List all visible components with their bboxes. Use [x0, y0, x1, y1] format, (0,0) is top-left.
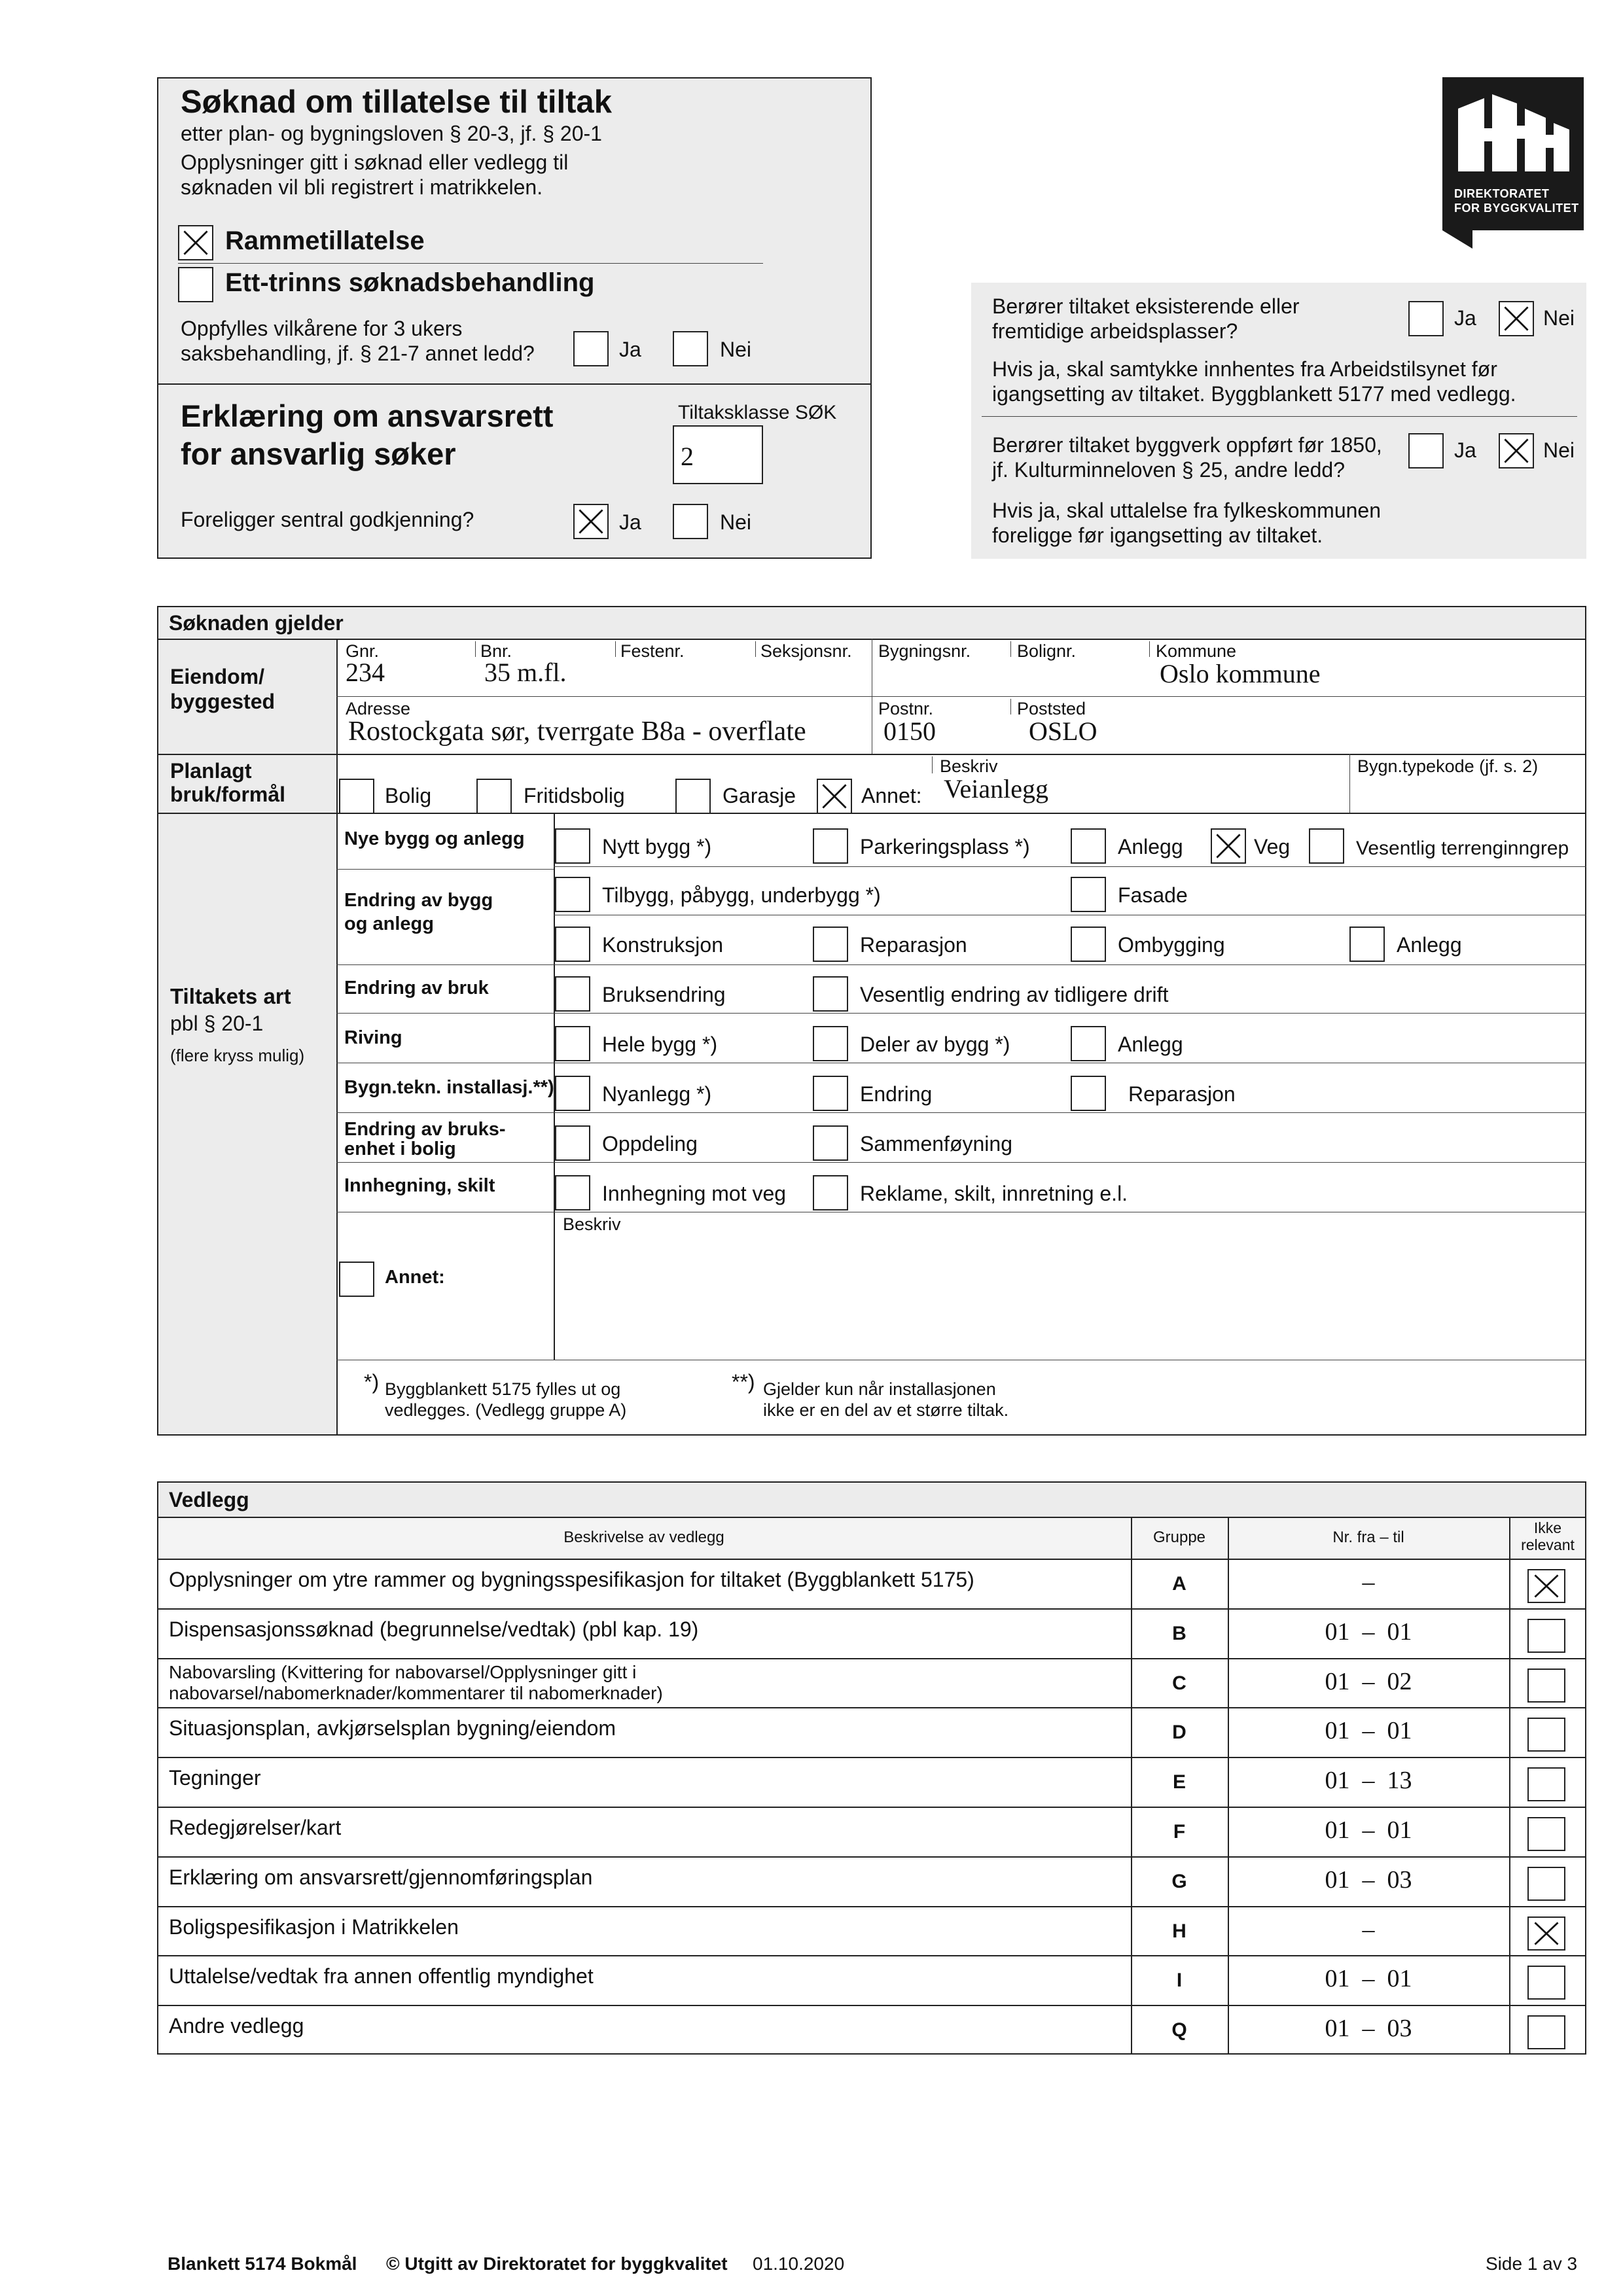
- ikke-relevant-checkbox[interactable]: [1527, 1817, 1565, 1851]
- check-x-icon: [179, 226, 212, 259]
- declaration-title-1: Erklæring om ansvarsrett: [181, 398, 554, 433]
- ikke-relevant-checkbox[interactable]: [1527, 1966, 1565, 2000]
- table-row: [157, 1757, 1586, 1807]
- beskriv-value[interactable]: Veianlegg: [944, 774, 1048, 804]
- arbeidsplasser-nei-checkbox[interactable]: [1499, 301, 1534, 336]
- dibk-logo: [1442, 77, 1584, 247]
- arbeidsplasser-question-1: Berører tiltaket eksisterende eller: [992, 294, 1300, 318]
- vedlegg-nr[interactable]: 01 – 01: [1325, 1965, 1412, 1992]
- ikke-relevant-checkbox[interactable]: [1527, 1619, 1565, 1653]
- vedlegg-gruppe: Q: [1171, 2019, 1187, 2041]
- konstruksjon-checkbox[interactable]: [555, 927, 590, 962]
- vedlegg-desc: Situasjonsplan, avkjørselsplan bygning/eiendom: [169, 1716, 616, 1740]
- vesentlig-endring-checkbox[interactable]: [813, 976, 848, 1012]
- bnr-label: Bnr.: [480, 641, 512, 661]
- endring-installasjon-checkbox[interactable]: [813, 1076, 848, 1111]
- table-row: [157, 1906, 1586, 1956]
- reparasjon-bygg-label: Reparasjon: [860, 933, 967, 957]
- bygningsnr-label: Bygningsnr.: [878, 641, 971, 661]
- ikke-relevant-checkbox[interactable]: [1527, 1916, 1565, 1951]
- postnr-value[interactable]: 0150: [883, 716, 936, 746]
- gnr-label: Gnr.: [346, 641, 380, 661]
- nyanlegg-checkbox[interactable]: [555, 1076, 590, 1111]
- check-x-icon: [1500, 434, 1533, 467]
- oppdeling-label: Oppdeling: [602, 1132, 698, 1156]
- col-ikke-2: relevant: [1521, 1536, 1575, 1553]
- rammetillatelse-checkbox[interactable]: [178, 225, 213, 260]
- adresse-label: Adresse: [346, 699, 411, 718]
- check-x-icon: [1529, 1570, 1564, 1602]
- ombygging-checkbox[interactable]: [1071, 927, 1106, 962]
- ikke-relevant-checkbox[interactable]: [1527, 1569, 1565, 1603]
- nytt-bygg-checkbox[interactable]: [555, 828, 590, 864]
- hele-bygg-label: Hele bygg *): [602, 1033, 718, 1056]
- kulturminne-nei-label: Nei: [1543, 438, 1575, 462]
- ikke-relevant-checkbox[interactable]: [1527, 1867, 1565, 1901]
- oppdeling-checkbox[interactable]: [555, 1125, 590, 1161]
- three-weeks-nei-label: Nei: [720, 338, 752, 361]
- col-gruppe: Gruppe: [1152, 1528, 1206, 1546]
- bnr-value[interactable]: 35 m.fl.: [484, 658, 567, 687]
- vedlegg-desc: Dispensasjonssøknad (begrunnelse/vedtak) (pbl kap. 19): [169, 1617, 699, 1641]
- anlegg-nytt-checkbox[interactable]: [1071, 828, 1106, 864]
- tiltaksklasse-field[interactable]: [673, 425, 763, 484]
- footer-utgitt: © Utgitt av Direktoratet for byggkvalitet: [386, 2253, 728, 2274]
- matrikkel-note-1: Opplysninger gitt i søknad eller vedlegg til: [181, 150, 569, 174]
- logo-text-1: DIREKTORATET: [1454, 187, 1550, 200]
- garasje-label: Garasje: [722, 784, 796, 807]
- tiltak-label-2: pbl § 20-1: [170, 1012, 264, 1035]
- col-ikke-1: Ikke: [1533, 1519, 1562, 1536]
- arbeidsplasser-ja-checkbox[interactable]: [1408, 301, 1444, 336]
- arbeidstilsynet-note-1: Hvis ja, skal samtykke innhentes fra Arbeidstilsynet før: [992, 357, 1497, 381]
- reparasjon-bygg-checkbox[interactable]: [813, 927, 848, 962]
- row-endring-bruk: Endring av bruk: [344, 978, 489, 998]
- innhegning-checkbox[interactable]: [555, 1175, 590, 1210]
- annet-tiltak-checkbox[interactable]: [339, 1262, 374, 1297]
- bruksendring-checkbox[interactable]: [555, 976, 590, 1012]
- garasje-checkbox[interactable]: [675, 779, 711, 814]
- declaration-title-2: for ansvarlig søker: [181, 436, 456, 471]
- anlegg-endring-checkbox[interactable]: [1349, 927, 1385, 962]
- check-x-icon: [1500, 302, 1533, 335]
- vedlegg-nr[interactable]: 01 – 01: [1325, 1717, 1412, 1744]
- poststed-label: Poststed: [1017, 699, 1086, 718]
- bolig-label: Bolig: [385, 784, 432, 807]
- sammenfoyning-checkbox[interactable]: [813, 1125, 848, 1161]
- ett-trinns-checkbox[interactable]: [178, 267, 213, 302]
- vedlegg-desc: Tegninger: [169, 1766, 261, 1790]
- veg-checkbox[interactable]: [1211, 828, 1246, 864]
- arbeidsplasser-question-2: fremtidige arbeidsplasser?: [992, 319, 1238, 343]
- innhegning-label: Innhegning mot veg: [602, 1182, 787, 1205]
- kommune-value[interactable]: Oslo kommune: [1160, 659, 1321, 688]
- table-row: [157, 1856, 1586, 1906]
- terreng-checkbox[interactable]: [1309, 828, 1344, 864]
- vedlegg-desc: Erklæring om ansvarsrett/gjennomføringsplan: [169, 1865, 593, 1889]
- vedlegg-gruppe: B: [1172, 1623, 1186, 1644]
- poststed-value[interactable]: OSLO: [1029, 716, 1097, 746]
- row-innhegning: Innhegning, skilt: [344, 1175, 495, 1196]
- sentral-ja-checkbox[interactable]: [573, 504, 609, 539]
- footnote-1-line1: Byggblankett 5175 fylles ut og: [385, 1379, 621, 1399]
- row-bygntekn: Bygn.tekn. installasj.**): [344, 1077, 554, 1098]
- arbeidstilsynet-note-2: igangsetting av tiltaket. Byggblankett 5177 med vedlegg.: [992, 382, 1516, 406]
- logo-mark-icon: [1454, 89, 1572, 174]
- vedlegg-nr[interactable]: 01 – 13: [1325, 1767, 1412, 1794]
- vedlegg-gruppe: C: [1172, 1672, 1186, 1694]
- soknad-title: Søknaden gjelder: [169, 611, 344, 635]
- table-row: [157, 2005, 1586, 2055]
- fasade-label: Fasade: [1118, 883, 1188, 907]
- ikke-relevant-checkbox[interactable]: [1527, 1718, 1565, 1752]
- sentral-ja-label: Ja: [619, 510, 641, 534]
- tiltak-label-3: (flere kryss mulig): [170, 1046, 305, 1065]
- vedlegg-desc: Redegjørelser/kart: [169, 1816, 342, 1839]
- tiltaksklasse-label: Tiltaksklasse SØK: [678, 402, 837, 423]
- parkeringsplass-checkbox[interactable]: [813, 828, 848, 864]
- sammenfoyning-label: Sammenføyning: [860, 1132, 1012, 1156]
- reparasjon-installasjon-label: Reparasjon: [1128, 1082, 1236, 1106]
- matrikkel-note-2: søknaden vil bli registrert i matrikkelen.: [181, 175, 543, 199]
- vedlegg-gruppe: G: [1171, 1871, 1187, 1892]
- vedlegg-nr[interactable]: 01 – 01: [1325, 1816, 1412, 1844]
- footnote-1-mark: *): [364, 1370, 380, 1394]
- footer-dato: 01.10.2020: [753, 2253, 845, 2274]
- row-endring-bygg-2: og anlegg: [344, 913, 434, 934]
- reklame-checkbox[interactable]: [813, 1175, 848, 1210]
- check-x-icon: [1529, 1918, 1564, 1949]
- endring-installasjon-label: Endring: [860, 1082, 933, 1106]
- vedlegg-desc-2: nabovarsel/nabomerknader/kommentarer til nabomerknader): [169, 1683, 663, 1703]
- col-nr: Nr. fra – til: [1332, 1528, 1404, 1546]
- three-weeks-ja-checkbox[interactable]: [573, 331, 609, 366]
- beskriv-label: Beskriv: [940, 756, 998, 776]
- row-bruksenhet-1: Endring av bruks-: [344, 1119, 506, 1140]
- footnote-1-line2: vedlegges. (Vedlegg gruppe A): [385, 1400, 627, 1420]
- terreng-label: Vesentlig terrenginngrep: [1356, 838, 1569, 859]
- kulturminne-question-1: Berører tiltaket byggverk oppført før 1850,: [992, 433, 1382, 457]
- sentral-nei-checkbox[interactable]: [673, 504, 708, 539]
- anlegg-endring-label: Anlegg: [1397, 933, 1462, 957]
- footnote-2-line2: ikke er en del av et større tiltak.: [763, 1400, 1009, 1420]
- nytt-bygg-label: Nytt bygg *): [602, 835, 712, 858]
- adresse-value[interactable]: Rostockgata sør, tverrgate B8a - overflate: [348, 716, 806, 747]
- footnote-2-mark: **): [732, 1370, 755, 1394]
- annet-beskriv-field[interactable]: [555, 1237, 1582, 1357]
- fasade-checkbox[interactable]: [1071, 877, 1106, 912]
- anlegg-riving-checkbox[interactable]: [1071, 1026, 1106, 1061]
- fritidsbolig-checkbox[interactable]: [476, 779, 512, 814]
- vedlegg-gruppe: D: [1172, 1722, 1186, 1743]
- footer-blankett: Blankett 5174 Bokmål: [168, 2253, 357, 2274]
- ikke-relevant-checkbox[interactable]: [1527, 1669, 1565, 1703]
- vedlegg-nr[interactable]: –: [1362, 1916, 1375, 1943]
- form-subtitle: etter plan- og bygningsloven § 20-3, jf. § 20-1: [181, 122, 602, 145]
- table-row: [157, 1807, 1586, 1856]
- ikke-relevant-checkbox[interactable]: [1527, 1767, 1565, 1801]
- tiltak-label-1: Tiltakets art: [170, 984, 291, 1008]
- vedlegg-gruppe: F: [1173, 1821, 1186, 1843]
- row-endring-bygg-1: Endring av bygg: [344, 890, 493, 911]
- row-bruksenhet-2: enhet i bolig: [344, 1139, 456, 1159]
- postnr-label: Postnr.: [878, 699, 934, 718]
- eiendom-label-1: Eiendom/: [170, 665, 265, 688]
- vedlegg-desc: Boligspesifikasjon i Matrikkelen: [169, 1915, 459, 1939]
- annet-bruk-label: Annet:: [861, 784, 922, 807]
- gnr-value[interactable]: 234: [346, 658, 385, 687]
- table-row: [157, 1955, 1586, 2005]
- seksjonsnr-label: Seksjonsnr.: [760, 641, 852, 661]
- vedlegg-desc: Opplysninger om ytre rammer og bygningsspesifikasjon for tiltaket (Byggblankett 5175): [169, 1568, 974, 1591]
- vedlegg-nr[interactable]: 01 – 02: [1325, 1668, 1412, 1695]
- bolignr-label: Bolignr.: [1017, 641, 1077, 661]
- footer-side: Side 1 av 3: [1486, 2253, 1578, 2274]
- three-weeks-question-2: saksbehandling, jf. § 21-7 annet ledd?: [181, 342, 535, 365]
- planlagt-label-1: Planlagt: [170, 759, 252, 783]
- vedlegg-gruppe: E: [1172, 1771, 1186, 1793]
- nyanlegg-label: Nyanlegg *): [602, 1082, 712, 1106]
- tilbygg-checkbox[interactable]: [555, 877, 590, 912]
- check-x-icon: [1212, 830, 1245, 862]
- hele-bygg-checkbox[interactable]: [555, 1026, 590, 1061]
- ett-trinns-label: Ett-trinns søknadsbehandling: [225, 268, 595, 297]
- row-riving: Riving: [344, 1027, 402, 1048]
- table-row: [157, 1707, 1586, 1757]
- fritidsbolig-label: Fritidsbolig: [524, 784, 625, 807]
- bolig-checkbox[interactable]: [339, 779, 374, 814]
- annet-beskriv-label: Beskriv: [563, 1214, 621, 1234]
- col-beskrivelse: Beskrivelse av vedlegg: [563, 1528, 724, 1546]
- vedlegg-gruppe: A: [1172, 1573, 1186, 1595]
- kulturminne-ja-checkbox[interactable]: [1408, 433, 1444, 468]
- kulturminne-ja-label: Ja: [1454, 438, 1476, 462]
- vedlegg-gruppe: I: [1176, 1969, 1183, 1991]
- eiendom-label-2: byggested: [170, 690, 276, 713]
- ikke-relevant-checkbox[interactable]: [1527, 2015, 1565, 2049]
- anlegg-riving-label: Anlegg: [1118, 1033, 1183, 1056]
- vedlegg-gruppe: H: [1172, 1920, 1186, 1942]
- table-row: [157, 1608, 1586, 1658]
- vedlegg-nr[interactable]: 01 – 03: [1325, 2015, 1412, 2042]
- logo-text-2: FOR BYGGKVALITET: [1454, 202, 1579, 215]
- bruksendring-label: Bruksendring: [602, 983, 726, 1006]
- reklame-label: Reklame, skilt, innretning e.l.: [860, 1182, 1128, 1205]
- tiltaksklasse-value: 2: [681, 442, 694, 471]
- planlagt-label-2: bruk/formål: [170, 783, 286, 806]
- three-weeks-nei-checkbox[interactable]: [673, 331, 708, 366]
- arbeidsplasser-nei-label: Nei: [1543, 306, 1575, 330]
- deler-av-bygg-label: Deler av bygg *): [860, 1033, 1010, 1056]
- vedlegg-title: Vedlegg: [169, 1488, 249, 1511]
- kommune-label: Kommune: [1156, 641, 1237, 661]
- vedlegg-nr[interactable]: –: [1362, 1568, 1375, 1596]
- sentral-nei-label: Nei: [720, 510, 752, 534]
- check-x-icon: [818, 780, 851, 813]
- kulturminne-nei-checkbox[interactable]: [1499, 433, 1534, 468]
- fylkeskommune-note-1: Hvis ja, skal uttalelse fra fylkeskommunen: [992, 499, 1381, 522]
- vedlegg-nr[interactable]: 01 – 01: [1325, 1618, 1412, 1646]
- konstruksjon-label: Konstruksjon: [602, 933, 723, 957]
- bygntype-label: Bygn.typekode (jf. s. 2): [1357, 756, 1539, 776]
- sentral-godkjenning-question: Foreligger sentral godkjenning?: [181, 508, 474, 531]
- footnote-2-line1: Gjelder kun når installasjonen: [763, 1379, 996, 1399]
- vedlegg-desc: Andre vedlegg: [169, 2014, 304, 2038]
- arbeidsplasser-ja-label: Ja: [1454, 306, 1476, 330]
- three-weeks-ja-label: Ja: [619, 338, 641, 361]
- form-title: Søknad om tillatelse til tiltak: [181, 84, 612, 120]
- annet-bruk-checkbox[interactable]: [817, 779, 852, 814]
- three-weeks-question-1: Oppfylles vilkårene for 3 ukers: [181, 317, 463, 340]
- check-x-icon: [575, 505, 607, 538]
- table-row: [157, 1559, 1586, 1608]
- reparasjon-installasjon-checkbox[interactable]: [1071, 1076, 1106, 1111]
- rammetillatelse-label: Rammetillatelse: [225, 226, 425, 255]
- veg-label: Veg: [1254, 835, 1291, 858]
- festenr-label: Festenr.: [620, 641, 685, 661]
- anlegg-nytt-label: Anlegg: [1118, 835, 1183, 858]
- kulturminne-question-2: jf. Kulturminneloven § 25, andre ledd?: [992, 458, 1346, 482]
- deler-av-bygg-checkbox[interactable]: [813, 1026, 848, 1061]
- row-nye-bygg: Nye bygg og anlegg: [344, 828, 525, 849]
- vesentlig-endring-label: Vesentlig endring av tidligere drift: [860, 983, 1169, 1006]
- vedlegg-desc: Uttalelse/vedtak fra annen offentlig myndighet: [169, 1964, 594, 1988]
- fylkeskommune-note-2: foreligge før igangsetting av tiltaket.: [992, 523, 1323, 547]
- tilbygg-label: Tilbygg, påbygg, underbygg *): [602, 883, 881, 907]
- vedlegg-desc: Nabovarsling (Kvittering for nabovarsel/Opplysninger gitt i: [169, 1662, 637, 1682]
- ombygging-label: Ombygging: [1118, 933, 1225, 957]
- table-row: [157, 1658, 1586, 1708]
- col-ikke-relevant: [1509, 1519, 1586, 1553]
- parkeringsplass-label: Parkeringsplass *): [860, 835, 1030, 858]
- vedlegg-nr[interactable]: 01 – 03: [1325, 1866, 1412, 1894]
- row-annet: Annet:: [385, 1267, 445, 1288]
